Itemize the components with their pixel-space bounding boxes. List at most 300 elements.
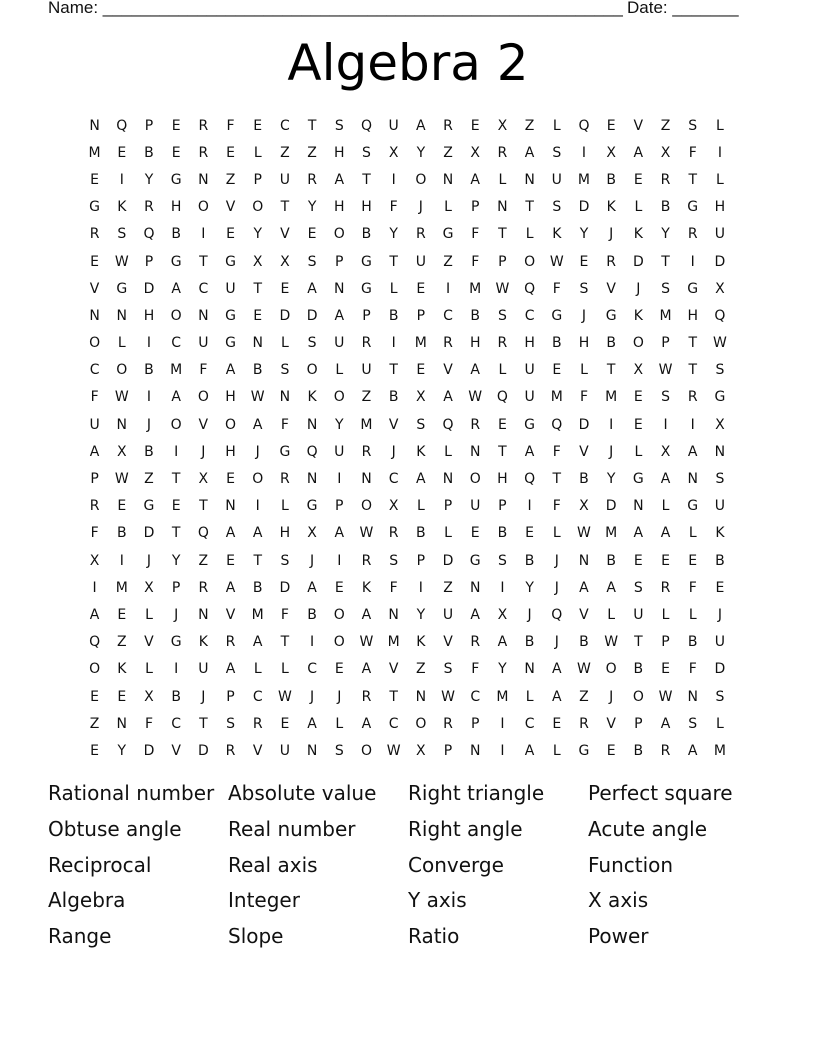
grid-letter: P	[416, 307, 426, 324]
word-list-item: Integer	[228, 888, 300, 913]
grid-letter: O	[116, 362, 128, 379]
grid-letter: M	[115, 579, 128, 596]
grid-letter: Y	[579, 226, 589, 243]
grid-letter: Y	[416, 606, 426, 623]
grid-letter: A	[524, 742, 535, 759]
grid-letter: B	[388, 307, 399, 324]
word-list-item: Real axis	[228, 852, 318, 877]
grid-letter: C	[524, 715, 535, 732]
grid-letter: Q	[524, 471, 536, 488]
grid-letter: V	[606, 715, 616, 732]
grid-letter: Q	[578, 117, 590, 134]
grid-letter: X	[633, 362, 644, 379]
grid-letter: Q	[360, 117, 372, 134]
grid-letter: D	[306, 307, 318, 324]
grid-letter: Y	[171, 552, 181, 569]
grid-letter: E	[552, 715, 562, 732]
grid-letter: U	[388, 117, 399, 134]
word-list-item: Obtuse angle	[48, 816, 182, 841]
grid-letter: N	[442, 471, 454, 488]
grid-letter: G	[632, 471, 644, 488]
grid-letter: U	[714, 634, 726, 651]
grid-letter: T	[280, 199, 290, 216]
grid-letter: V	[443, 362, 453, 379]
grid-letter: H	[687, 307, 698, 324]
grid-letter: B	[633, 661, 644, 678]
grid-letter: R	[470, 634, 481, 651]
grid-letter: V	[280, 226, 290, 243]
grid-letter: L	[117, 335, 126, 352]
grid-letter: R	[497, 335, 508, 352]
grid-letter: M	[550, 389, 563, 406]
grid-letter: R	[198, 579, 209, 596]
word-list-item: Ratio	[408, 924, 460, 949]
grid-letter: E	[416, 362, 426, 379]
grid-letter: K	[117, 199, 127, 216]
grid-letter: R	[443, 715, 453, 732]
grid-letter: G	[225, 253, 236, 270]
grid-letter: L	[335, 362, 344, 379]
grid-letter: E	[661, 661, 670, 678]
grid-letter: S	[280, 552, 290, 569]
grid-letter: C	[524, 307, 535, 324]
grid-letter: Y	[661, 226, 670, 243]
grid-letter: B	[171, 226, 181, 243]
grid-letter: X	[497, 606, 508, 623]
grid-letter: K	[117, 661, 127, 678]
grid-letter: V	[225, 199, 236, 216]
grid-letter: B	[416, 525, 426, 542]
grid-letter: F	[471, 226, 480, 243]
grid-letter: Z	[307, 144, 317, 161]
grid-letter: A	[225, 525, 236, 542]
grid-letter: A	[361, 606, 372, 623]
grid-letter: K	[552, 226, 562, 243]
grid-letter: J	[337, 688, 342, 705]
grid-letter: S	[715, 471, 725, 488]
grid-letter: U	[633, 606, 644, 623]
grid-letter: J	[717, 606, 722, 623]
grid-letter: C	[470, 688, 481, 705]
word-list-item: Y axis	[408, 888, 467, 913]
grid-letter: L	[444, 199, 452, 216]
grid-letter: S	[334, 742, 344, 759]
grid-letter: A	[470, 171, 480, 188]
grid-letter: L	[661, 498, 670, 515]
grid-letter: A	[470, 362, 480, 379]
grid-letter: B	[144, 144, 154, 161]
grid-letter: N	[306, 471, 318, 488]
grid-letter: I	[337, 471, 342, 488]
grid-letter: R	[497, 144, 508, 161]
grid-letter: G	[442, 226, 454, 243]
grid-letter: Y	[389, 226, 398, 243]
grid-letter: O	[415, 715, 427, 732]
word-list-item: Perfect square	[588, 781, 733, 805]
grid-letter: D	[605, 498, 617, 515]
grid-letter: X	[388, 144, 399, 161]
grid-letter: Y	[117, 742, 127, 759]
grid-letter: R	[361, 335, 372, 352]
grid-letter: F	[199, 362, 208, 379]
grid-letter: E	[253, 307, 263, 324]
grid-letter: U	[714, 226, 726, 243]
grid-letter: E	[171, 117, 181, 134]
grid-letter: G	[605, 307, 617, 324]
grid-letter: N	[415, 688, 427, 705]
grid-letter: F	[90, 389, 99, 406]
grid-letter: L	[634, 443, 643, 460]
grid-letter: G	[143, 498, 155, 515]
grid-letter: F	[389, 579, 398, 596]
grid-letter: F	[226, 117, 235, 134]
grid-letter: D	[197, 742, 209, 759]
grid-letter: I	[527, 498, 532, 515]
grid-letter: T	[606, 362, 616, 379]
grid-letter: S	[552, 144, 562, 161]
grid-letter: W	[468, 389, 483, 406]
grid-letter: V	[171, 742, 181, 759]
grid-letter: I	[609, 416, 614, 433]
grid-letter: R	[361, 443, 372, 460]
grid-letter: L	[335, 715, 344, 732]
grid-letter: E	[117, 606, 127, 623]
grid-letter: H	[714, 199, 726, 216]
grid-letter: J	[418, 199, 423, 216]
grid-letter: L	[444, 443, 452, 460]
grid-letter: I	[391, 335, 396, 352]
word-list-item: Real number	[228, 816, 356, 841]
grid-letter: B	[579, 634, 589, 651]
grid-letter: R	[307, 171, 317, 188]
grid-letter: H	[524, 335, 535, 352]
grid-letter: U	[524, 389, 535, 406]
grid-letter: E	[633, 552, 643, 569]
grid-letter: I	[119, 552, 124, 569]
grid-letter: E	[688, 552, 698, 569]
grid-letter: S	[661, 389, 670, 406]
grid-letter: I	[201, 226, 206, 243]
grid-letter: T	[307, 117, 317, 134]
grid-letter: M	[88, 144, 101, 161]
grid-letter: P	[90, 471, 99, 488]
grid-letter: T	[389, 688, 398, 705]
grid-letter: Q	[524, 280, 536, 297]
grid-letter: L	[716, 715, 724, 732]
grid-letter: E	[117, 688, 127, 705]
grid-letter: W	[577, 661, 591, 678]
grid-letter: N	[198, 307, 209, 324]
grid-letter: Z	[524, 117, 535, 134]
grid-letter: T	[552, 471, 562, 488]
grid-letter: V	[579, 443, 589, 460]
grid-letter: K	[361, 579, 372, 596]
grid-letter: L	[688, 525, 697, 542]
grid-letter: S	[552, 199, 562, 216]
grid-letter: L	[281, 335, 289, 352]
grid-letter: E	[633, 416, 643, 433]
grid-letter: G	[714, 389, 726, 406]
grid-letter: G	[170, 253, 182, 270]
grid-letter: X	[307, 525, 317, 542]
grid-letter: L	[253, 661, 262, 678]
grid-letter: S	[715, 362, 725, 379]
grid-letter: G	[116, 280, 128, 297]
grid-letter: F	[389, 199, 398, 216]
grid-letter: M	[387, 634, 400, 651]
grid-letter: J	[527, 606, 532, 623]
grid-letter: X	[144, 579, 154, 596]
grid-letter: V	[252, 742, 263, 759]
grid-letter: A	[551, 688, 562, 705]
grid-letter: D	[714, 661, 726, 678]
grid-letter: M	[170, 362, 183, 379]
word-search-grid	[81, 112, 734, 765]
grid-letter: R	[198, 117, 209, 134]
grid-letter: L	[607, 606, 616, 623]
word-list-item: Acute angle	[588, 816, 707, 841]
grid-letter: J	[554, 552, 559, 569]
grid-letter: X	[579, 498, 589, 515]
grid-letter: V	[144, 634, 154, 651]
grid-letter: N	[578, 552, 590, 569]
grid-letter: M	[605, 525, 618, 542]
grid-letter: F	[552, 443, 561, 460]
grid-letter: Z	[225, 171, 236, 188]
grid-letter: O	[89, 335, 101, 352]
grid-letter: H	[170, 199, 182, 216]
grid-letter: M	[251, 606, 264, 623]
grid-letter: S	[307, 335, 317, 352]
grid-letter: B	[388, 389, 399, 406]
grid-letter: L	[281, 498, 289, 515]
grid-letter: E	[226, 471, 235, 488]
grid-letter: G	[361, 253, 372, 270]
grid-letter: R	[606, 253, 617, 270]
grid-letter: W	[114, 471, 129, 488]
grid-letter: N	[334, 280, 345, 297]
grid-letter: X	[660, 443, 671, 460]
grid-letter: H	[497, 471, 508, 488]
grid-letter: L	[416, 498, 425, 515]
grid-letter: G	[551, 307, 563, 324]
grid-letter: P	[335, 253, 344, 270]
grid-letter: I	[500, 742, 505, 759]
grid-letter: G	[225, 335, 236, 352]
grid-letter: J	[609, 226, 614, 243]
grid-letter: J	[310, 688, 315, 705]
grid-letter: B	[497, 525, 508, 542]
word-list-item: Right angle	[408, 816, 523, 841]
grid-letter: Q	[116, 117, 128, 134]
grid-letter: L	[688, 606, 697, 623]
grid-letter: L	[389, 280, 398, 297]
grid-letter: A	[606, 579, 616, 596]
grid-letter: A	[497, 634, 508, 651]
grid-letter: S	[416, 416, 426, 433]
grid-letter: O	[360, 742, 372, 759]
grid-letter: X	[416, 389, 426, 406]
grid-letter: N	[89, 117, 100, 134]
grid-letter: P	[171, 579, 181, 596]
grid-letter: P	[634, 715, 643, 732]
grid-letter: E	[715, 579, 725, 596]
grid-letter: Y	[606, 471, 616, 488]
grid-letter: A	[89, 606, 100, 623]
grid-letter: N	[469, 443, 481, 460]
grid-letter: K	[633, 307, 643, 324]
grid-letter: E	[117, 498, 127, 515]
grid-letter: N	[89, 307, 100, 324]
grid-letter: I	[255, 498, 260, 515]
grid-letter: H	[143, 307, 155, 324]
grid-letter: U	[524, 362, 535, 379]
grid-letter: Z	[443, 253, 453, 270]
grid-letter: O	[252, 471, 264, 488]
grid-letter: I	[174, 661, 179, 678]
grid-letter: O	[252, 199, 264, 216]
grid-letter: E	[226, 144, 235, 161]
grid-letter: L	[634, 199, 643, 216]
grid-letter: Q	[306, 443, 318, 460]
grid-letter: K	[715, 525, 725, 542]
grid-letter: N	[306, 742, 318, 759]
grid-letter: U	[198, 661, 209, 678]
grid-letter: D	[632, 253, 644, 270]
grid-letter: L	[498, 362, 507, 379]
grid-letter: W	[549, 253, 564, 270]
grid-letter: E	[90, 253, 100, 270]
grid-letter: A	[633, 525, 644, 542]
word-list-item: Converge	[408, 852, 504, 877]
grid-letter: P	[144, 253, 154, 270]
grid-letter: B	[116, 525, 127, 542]
grid-letter: U	[198, 335, 209, 352]
grid-letter: E	[633, 389, 643, 406]
grid-letter: U	[714, 498, 726, 515]
grid-letter: E	[633, 171, 643, 188]
grid-letter: A	[252, 525, 263, 542]
grid-letter: A	[225, 661, 236, 678]
grid-letter: R	[89, 498, 100, 515]
grid-letter: H	[361, 199, 372, 216]
grid-letter: B	[633, 742, 644, 759]
grid-letter: B	[307, 606, 317, 623]
grid-letter: R	[144, 199, 154, 216]
grid-letter: J	[581, 307, 587, 324]
grid-letter: I	[92, 579, 97, 596]
grid-letter: M	[659, 307, 672, 324]
grid-letter: C	[443, 307, 453, 324]
grid-letter: A	[361, 715, 372, 732]
grid-letter: L	[525, 226, 534, 243]
grid-letter: S	[497, 307, 507, 324]
grid-letter: B	[144, 443, 154, 460]
grid-letter: H	[334, 199, 345, 216]
grid-letter: S	[661, 280, 670, 297]
grid-letter: L	[552, 525, 561, 542]
grid-letter: Q	[496, 389, 508, 406]
grid-letter: E	[90, 688, 100, 705]
grid-letter: F	[688, 579, 697, 596]
grid-letter: A	[524, 443, 535, 460]
grid-letter: A	[252, 634, 263, 651]
grid-letter: B	[606, 552, 616, 569]
grid-letter: L	[552, 117, 561, 134]
grid-letter: D	[442, 552, 454, 569]
grid-letter: P	[443, 742, 453, 759]
grid-letter: W	[495, 280, 510, 297]
grid-letter: A	[470, 606, 480, 623]
grid-letter: E	[579, 253, 589, 270]
grid-letter: N	[469, 579, 481, 596]
grid-letter: Q	[89, 634, 101, 651]
grid-letter: P	[144, 117, 154, 134]
grid-letter: W	[712, 335, 727, 352]
grid-letter: O	[632, 688, 644, 705]
grid-letter: A	[307, 579, 317, 596]
grid-letter: N	[388, 606, 399, 623]
grid-letter: B	[579, 471, 589, 488]
grid-letter: Y	[525, 579, 534, 596]
grid-letter: P	[470, 715, 480, 732]
grid-letter: U	[415, 253, 426, 270]
grid-letter: R	[660, 171, 671, 188]
grid-letter: E	[334, 661, 344, 678]
grid-letter: Q	[551, 416, 563, 433]
grid-letter: I	[663, 416, 668, 433]
grid-letter: N	[442, 171, 454, 188]
grid-letter: F	[280, 606, 289, 623]
grid-letter: P	[470, 199, 480, 216]
grid-letter: X	[388, 498, 399, 515]
grid-letter: A	[334, 307, 345, 324]
grid-letter: I	[391, 171, 396, 188]
grid-letter: G	[687, 498, 699, 515]
grid-letter: Z	[361, 389, 372, 406]
grid-letter: Y	[144, 171, 154, 188]
grid-letter: E	[90, 742, 100, 759]
grid-letter: O	[360, 498, 372, 515]
grid-letter: R	[443, 117, 453, 134]
grid-letter: B	[524, 552, 535, 569]
date-field-label: Date: _______	[627, 0, 739, 17]
grid-letter: W	[577, 525, 591, 542]
grid-letter: N	[469, 742, 481, 759]
grid-letter: E	[552, 362, 562, 379]
grid-letter: R	[89, 226, 100, 243]
grid-letter: K	[416, 634, 426, 651]
grid-letter: C	[252, 688, 263, 705]
grid-letter: N	[198, 171, 209, 188]
grid-letter: L	[716, 117, 724, 134]
grid-letter: A	[416, 471, 426, 488]
grid-letter: A	[171, 280, 181, 297]
grid-letter: Z	[443, 579, 453, 596]
grid-letter: A	[225, 362, 236, 379]
grid-letter: B	[144, 362, 154, 379]
grid-letter: N	[497, 199, 508, 216]
grid-letter: X	[280, 253, 290, 270]
grid-letter: H	[469, 335, 481, 352]
grid-letter: E	[334, 579, 344, 596]
grid-letter: Q	[197, 525, 209, 542]
grid-letter: X	[660, 144, 671, 161]
grid-letter: O	[170, 416, 182, 433]
grid-letter: E	[661, 552, 670, 569]
grid-letter: O	[306, 362, 318, 379]
grid-letter: Q	[442, 416, 454, 433]
